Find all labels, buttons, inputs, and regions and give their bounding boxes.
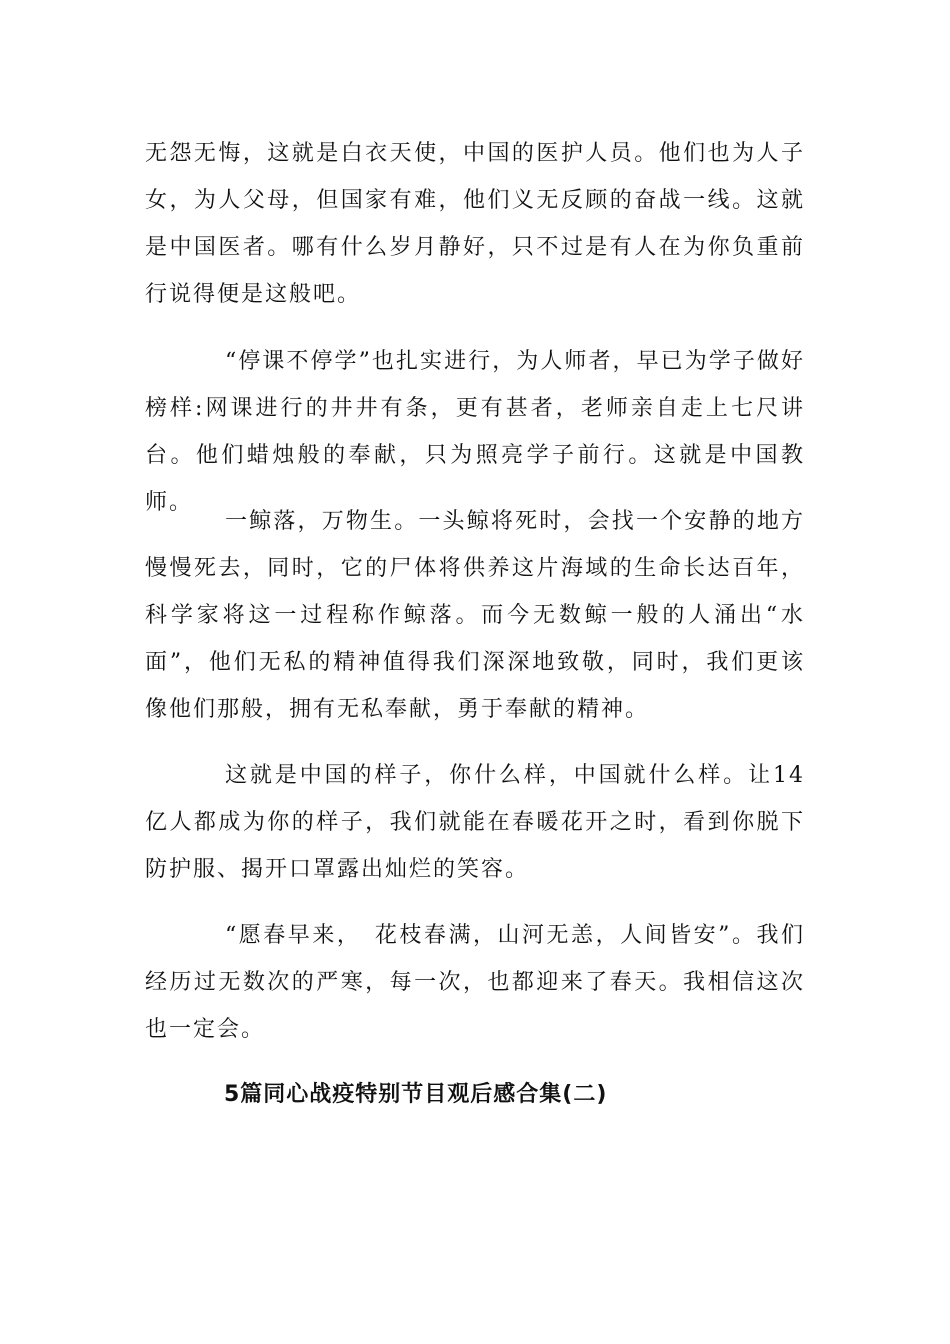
paragraph-whale-fall: 一鲸落，万物生。一头鲸将死时，会找一个安静的地方慢慢死去，同时，它的尸体将供养这片海域的生命长达百年，科学家将这一过程称作鲸落。而今无数鲸一般的人涌出“水面”，他们无私的精神值得我们深深地致敬，同时，我们更该像他们那般，拥有无私奉献，勇于奉献的精神。 <box>145 509 805 722</box>
paragraph-teachers: “停课不停学”也扎实进行，为人师者，早已为学子做好榜样:网课进行的井井有条，更有甚者，老师亲自走上七尺讲台。他们蜡烛般的奉献，只为照亮学子前行。这就是中国教师。 <box>145 349 805 515</box>
section-heading: 5篇同心战疫特别节目观后感合集(二) <box>224 1082 608 1107</box>
paragraph-china-look: 这就是中国的样子，你什么样，中国就什么样。让14亿人都成为你的样子，我们就能在春暖花开之时，看到你脱下防护服、揭开口罩露出灿烂的笑容。 <box>145 763 805 882</box>
paragraph-medical-workers: 无怨无悔，这就是白衣天使，中国的医护人员。他们也为人子女，为人父母，但国家有难，他们义无反顾的奋战一线。这就是中国医者。哪有什么岁月静好，只不过是有人在为你负重前行说得便是这般吧。 <box>145 141 805 307</box>
paragraph-spring-wish: “愿春早来， 花枝春满，山河无恙，人间皆安”。我们经历过无数次的严寒，每一次，也都迎来了春天。我相信这次也一定会。 <box>145 923 805 1042</box>
